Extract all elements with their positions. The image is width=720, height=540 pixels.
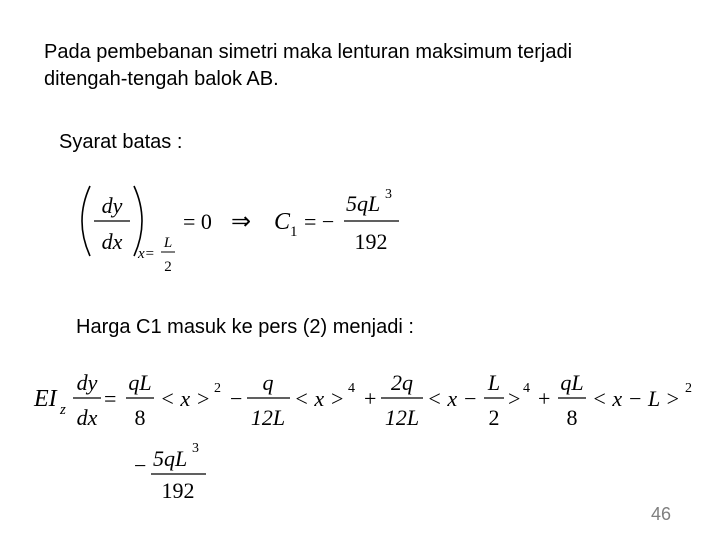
page-number: 46 — [651, 504, 672, 524]
eq2-t3-den: 12L — [384, 405, 420, 430]
eq1-subscript-x: x= — [138, 246, 155, 262]
eq1-c-sub: 1 — [290, 224, 298, 240]
eq1-subscript-den: 2 — [164, 259, 172, 275]
eq1-subscript-num: L — [163, 235, 173, 251]
eq2-t3-bracket-close: > — [508, 386, 521, 411]
eq2-t4-exp: 2 — [685, 381, 692, 396]
boundary-condition-label: Syarat batas : — [59, 131, 183, 153]
eq2-deriv-num: dy — [76, 370, 98, 395]
eq2-deriv-den: dx — [76, 405, 98, 430]
eq2-t2-bracket: < x > — [294, 386, 345, 411]
eq2-t2-num: q — [262, 370, 274, 395]
implies-symbol: ⇒ — [231, 209, 252, 235]
substitution-label: Harga C1 masuk ke pers (2) menjadi : — [76, 316, 414, 338]
eq2-t3-inner-num: L — [487, 370, 501, 395]
eq2-t5-exp: 3 — [192, 441, 199, 456]
eq1-rhs-den: 192 — [354, 229, 388, 254]
eq2-equals: = — [104, 386, 117, 411]
eq1-equals-minus: = − — [304, 209, 335, 234]
eq2-plus-1: + — [364, 386, 377, 411]
eq2-t1-bracket: < x > — [160, 386, 211, 411]
eq2-minus-2: − — [134, 453, 147, 478]
eq1-deriv-num: dy — [101, 193, 123, 218]
intro-line-1: Pada pembebanan simetri maka lenturan maksimum terjadi — [44, 41, 573, 63]
eq2-t3-bracket-open: < x − — [427, 386, 478, 411]
eq2-t4-den: 8 — [566, 405, 578, 430]
eq1-deriv-den: dx — [101, 229, 123, 254]
eq2-t3-num: 2q — [391, 370, 413, 395]
eq1-rhs-num: 5qL — [346, 191, 381, 216]
eq1-c: C — [274, 209, 291, 235]
eq2-t5-num: 5qL — [153, 446, 188, 471]
eq2-t2-den: 12L — [250, 405, 286, 430]
eq1-rhs-exp: 3 — [385, 187, 392, 202]
eq2-t1-num: qL — [128, 370, 152, 395]
eq2-t3-exp: 4 — [523, 381, 530, 396]
eq2-minus-1: − — [230, 386, 243, 411]
eq2-t3-inner-den: 2 — [488, 405, 500, 430]
eq2-ei-sub: z — [60, 402, 66, 418]
intro-line-2: ditengah-tengah balok AB. — [44, 68, 279, 90]
eq2-t2-exp: 4 — [348, 381, 355, 396]
eq1-equals-zero: = 0 — [183, 209, 212, 234]
eq2-t1-den: 8 — [134, 405, 146, 430]
eq2-t4-bracket: < x − L > — [592, 386, 681, 411]
eq2-ei: EI — [34, 386, 57, 412]
eq2-t5-den: 192 — [161, 478, 195, 503]
eq2-plus-2: + — [538, 386, 551, 411]
eq2-t1-exp: 2 — [214, 381, 221, 396]
eq2-t4-num: qL — [560, 370, 584, 395]
